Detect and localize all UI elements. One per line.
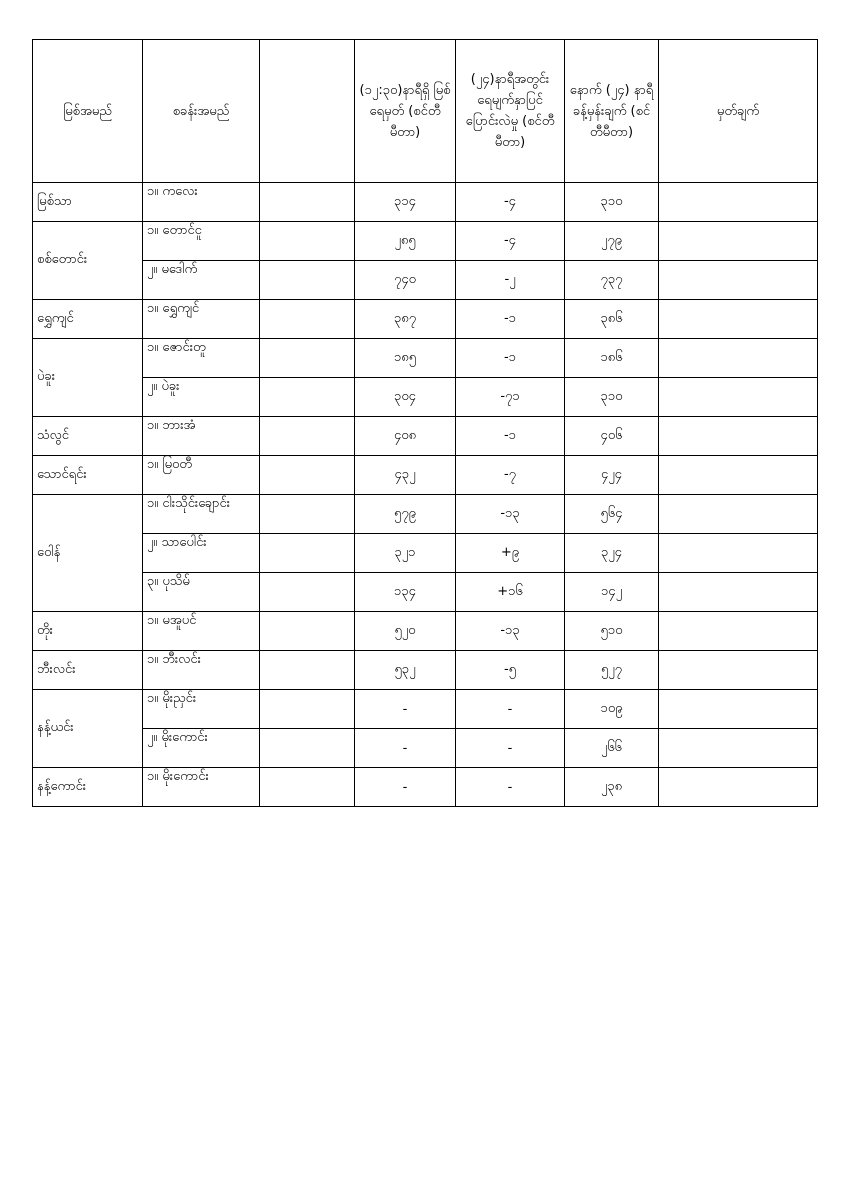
forecast-cell: ၃၈၆	[565, 300, 659, 339]
station-name-cell: ၁။ မအူပင်	[143, 612, 260, 651]
blank-cell	[260, 612, 355, 651]
remark-cell	[659, 690, 818, 729]
table-row	[33, 378, 818, 417]
blank-cell	[260, 183, 355, 222]
change-cell: -၁၃	[456, 612, 565, 651]
remark-cell	[659, 378, 818, 417]
water-level-cell: ၇၄၀	[355, 261, 456, 300]
water-level-cell: ၅၂၀	[355, 612, 456, 651]
table-row	[33, 729, 818, 768]
river-name-cell: ရွှေကျင်	[33, 300, 143, 339]
station-name-cell: ၂။ မဒေါက်	[143, 261, 260, 300]
station-name-cell: ၁။ ရွှေကျင်	[143, 300, 260, 339]
header-river-name: မြစ်အမည်	[33, 40, 143, 183]
water-level-cell: ၄၃၂	[355, 456, 456, 495]
change-cell: -၄	[456, 183, 565, 222]
forecast-cell: ၅၁၀	[565, 612, 659, 651]
header-forecast: နောက် (၂၄) နာရီ ခန့်မှန်းချက် (စင်တီမီတာ)	[565, 40, 659, 183]
change-cell: -၁	[456, 339, 565, 378]
header-remark: မှတ်ချက်	[659, 40, 818, 183]
table-row	[33, 690, 818, 729]
forecast-cell: ၅၂၇	[565, 651, 659, 690]
station-name-cell: ၂။ မိုးကောင်း	[143, 729, 260, 768]
river-name-cell: နန့်ကောင်း	[33, 768, 143, 807]
table-row	[33, 183, 818, 222]
change-cell: -၄	[456, 222, 565, 261]
blank-cell	[260, 261, 355, 300]
change-cell: +၁၆	[456, 573, 565, 612]
table-row	[33, 456, 818, 495]
water-level-cell: ၁၈၅	[355, 339, 456, 378]
remark-cell	[659, 222, 818, 261]
station-name-cell: ၁။ မြဝတီ	[143, 456, 260, 495]
water-level-cell: ၂၈၅	[355, 222, 456, 261]
water-level-cell: ၅၃၂	[355, 651, 456, 690]
station-name-cell: ၁။ မိုးကောင်း	[143, 768, 260, 807]
forecast-cell: ၅၆၄	[565, 495, 659, 534]
water-level-cell: ၃၁၄	[355, 183, 456, 222]
forecast-cell: ၇၃၇	[565, 261, 659, 300]
forecast-cell: ၁၀၉	[565, 690, 659, 729]
blank-cell	[260, 729, 355, 768]
station-name-cell: ၁။ မိုးညှင်း	[143, 690, 260, 729]
table-row	[33, 261, 818, 300]
blank-cell	[260, 768, 355, 807]
water-level-cell: -	[355, 729, 456, 768]
station-name-cell: ၁။ ကလေး	[143, 183, 260, 222]
water-level-cell: ၁၃၄	[355, 573, 456, 612]
change-cell: -၅	[456, 651, 565, 690]
blank-cell	[260, 222, 355, 261]
change-cell: -	[456, 729, 565, 768]
river-name-cell: တိုး	[33, 612, 143, 651]
blank-cell	[260, 339, 355, 378]
blank-cell	[260, 690, 355, 729]
blank-cell	[260, 534, 355, 573]
remark-cell	[659, 300, 818, 339]
forecast-cell: ၃၂၄	[565, 534, 659, 573]
remark-cell	[659, 768, 818, 807]
river-name-cell: စစ်တောင်း	[33, 222, 143, 300]
blank-cell	[260, 651, 355, 690]
remark-cell	[659, 729, 818, 768]
water-level-cell: -	[355, 768, 456, 807]
remark-cell	[659, 651, 818, 690]
remark-cell	[659, 534, 818, 573]
station-name-cell: ၁။ ဘားအံ	[143, 417, 260, 456]
change-cell: -၁	[456, 417, 565, 456]
station-name-cell: ၁။ ဘီးလင်း	[143, 651, 260, 690]
remark-cell	[659, 495, 818, 534]
header-blank	[260, 40, 355, 183]
forecast-cell: ၁၄၂	[565, 573, 659, 612]
table-row	[33, 534, 818, 573]
table-row	[33, 768, 818, 807]
forecast-cell: ၃၁၀	[565, 183, 659, 222]
river-name-cell: မြစ်သာ	[33, 183, 143, 222]
station-name-cell: ၃။ ပုသိမ်	[143, 573, 260, 612]
change-cell: -	[456, 768, 565, 807]
change-cell: -၇	[456, 456, 565, 495]
blank-cell	[260, 300, 355, 339]
blank-cell	[260, 456, 355, 495]
change-cell: -၁၃	[456, 495, 565, 534]
header-24h-change: (၂၄)နာရီအတွင်း ရေမျက်နှာပြင် ပြောင်းလဲမှု (စင်တီမီတာ)	[456, 40, 565, 183]
water-level-cell: ၃၀၄	[355, 378, 456, 417]
forecast-cell: ၄၂၄	[565, 456, 659, 495]
water-level-cell: ၃၂၁	[355, 534, 456, 573]
forecast-cell: ၂၇၉	[565, 222, 659, 261]
table-row	[33, 300, 818, 339]
river-level-table	[32, 39, 818, 807]
remark-cell	[659, 183, 818, 222]
station-name-cell: ၁။ တောင်ငူ	[143, 222, 260, 261]
table-row	[33, 222, 818, 261]
station-name-cell: ၂။ ပဲခူး	[143, 378, 260, 417]
table-row	[33, 573, 818, 612]
station-name-cell: ၂။ သာပေါင်း	[143, 534, 260, 573]
table-row	[33, 651, 818, 690]
header-row	[33, 40, 818, 183]
remark-cell	[659, 456, 818, 495]
table-row	[33, 339, 818, 378]
change-cell: -၂	[456, 261, 565, 300]
table-row	[33, 612, 818, 651]
remark-cell	[659, 417, 818, 456]
water-level-cell: ၅၇၉	[355, 495, 456, 534]
river-name-cell: ပဲခူး	[33, 339, 143, 417]
header-station-name: စခန်းအမည်	[143, 40, 260, 183]
table-row	[33, 495, 818, 534]
river-name-cell: သံလွင်	[33, 417, 143, 456]
change-cell: -	[456, 690, 565, 729]
forecast-cell: ၂၃၈	[565, 768, 659, 807]
table-row	[33, 417, 818, 456]
river-name-cell: ဘီးလင်း	[33, 651, 143, 690]
remark-cell	[659, 261, 818, 300]
blank-cell	[260, 495, 355, 534]
blank-cell	[260, 378, 355, 417]
header-water-level: (၁၂:၃၀)နာရီရှိ မြစ်ရေမှတ် (စင်တီမီတာ)	[355, 40, 456, 183]
change-cell: -၇၁	[456, 378, 565, 417]
station-name-cell: ၁။ ငါးသိုင်းချောင်း	[143, 495, 260, 534]
water-level-cell: ၃၈၇	[355, 300, 456, 339]
table-body	[33, 183, 818, 807]
forecast-cell: ၄၀၆	[565, 417, 659, 456]
forecast-cell: ၂၆၆	[565, 729, 659, 768]
river-name-cell: ဝေါန်	[33, 495, 143, 612]
change-cell: -၁	[456, 300, 565, 339]
blank-cell	[260, 573, 355, 612]
river-name-cell: သောင်ရင်း	[33, 456, 143, 495]
water-level-cell: -	[355, 690, 456, 729]
station-name-cell: ၁။ ဇောင်းတူ	[143, 339, 260, 378]
forecast-cell: ၃၁၀	[565, 378, 659, 417]
blank-cell	[260, 417, 355, 456]
remark-cell	[659, 573, 818, 612]
remark-cell	[659, 612, 818, 651]
water-level-cell: ၄၀၈	[355, 417, 456, 456]
remark-cell	[659, 339, 818, 378]
forecast-cell: ၁၈၆	[565, 339, 659, 378]
change-cell: +၉	[456, 534, 565, 573]
river-name-cell: နန့်ယင်း	[33, 690, 143, 768]
